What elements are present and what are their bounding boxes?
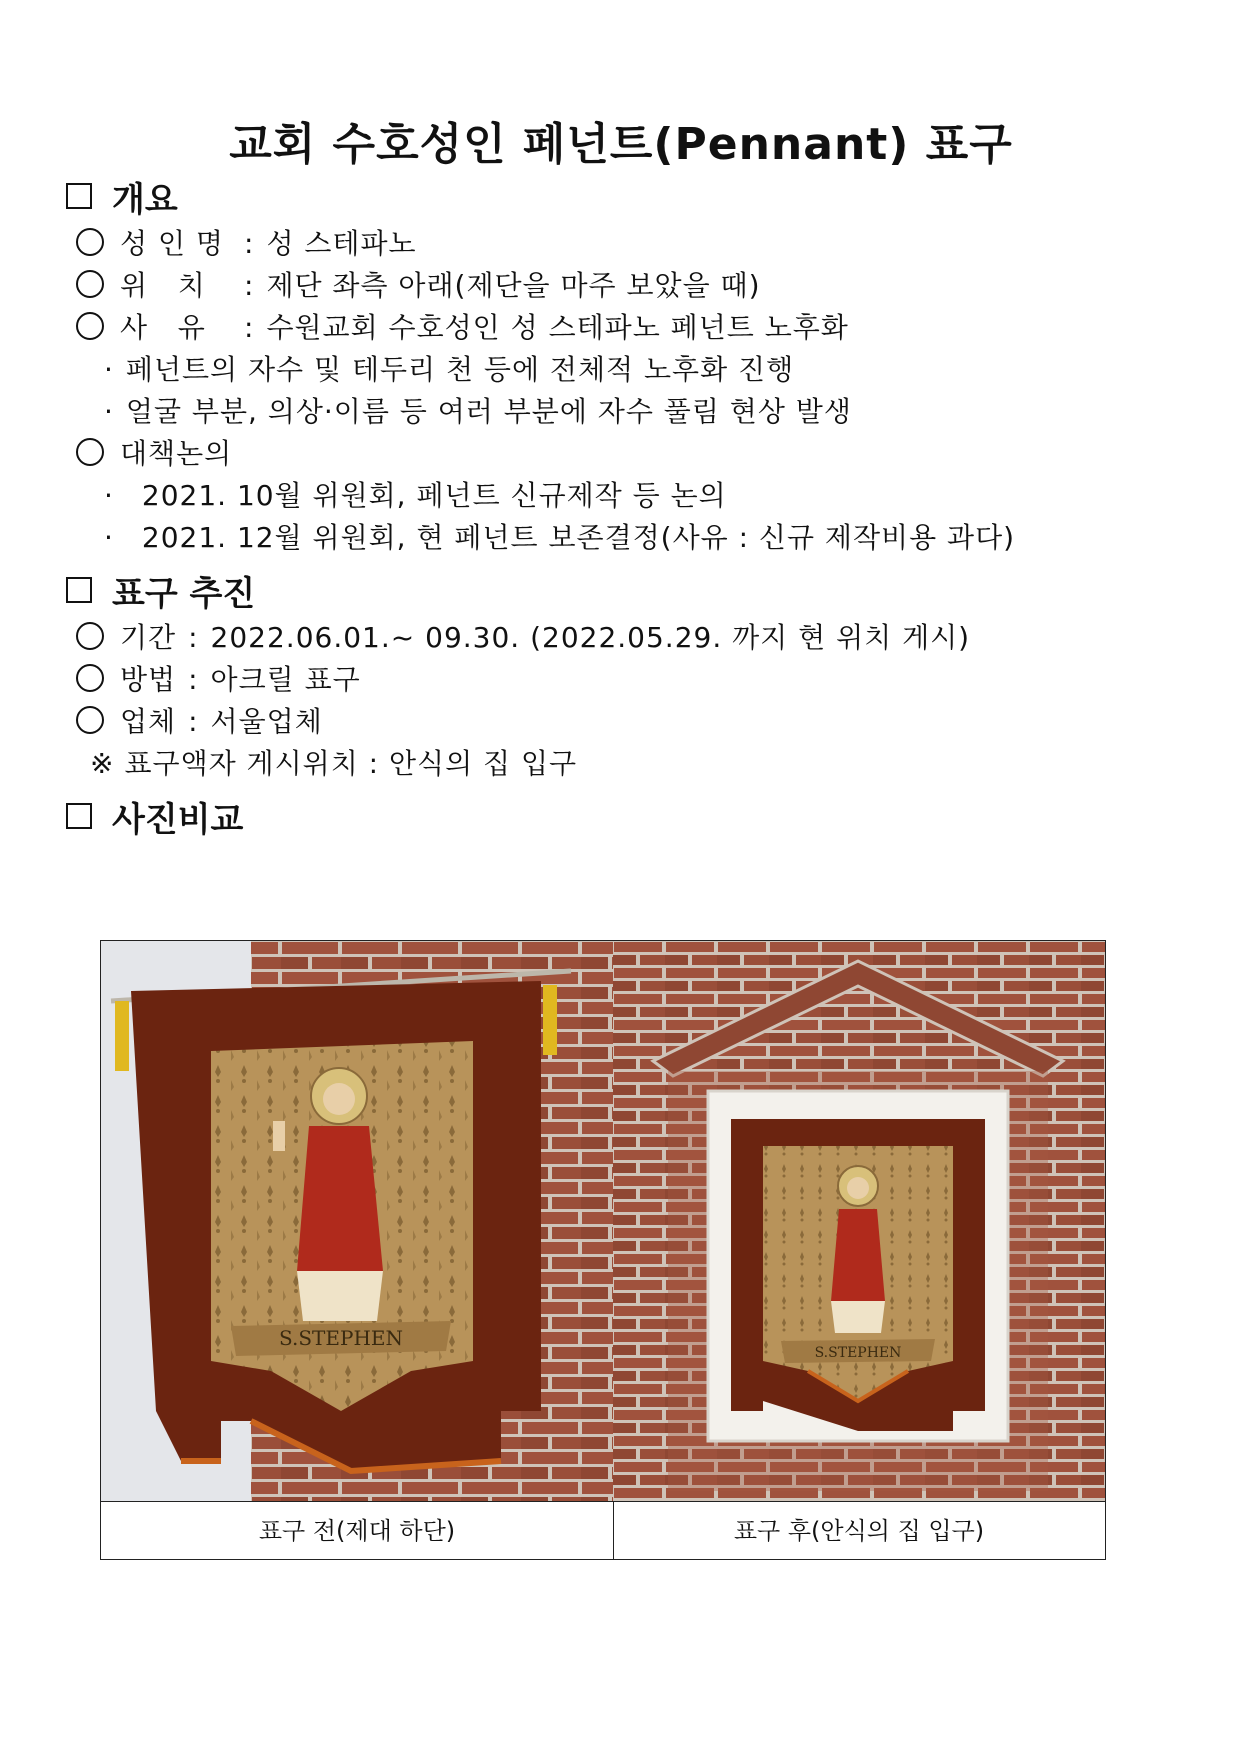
middle-dot-bullet: ·	[104, 521, 114, 554]
checkbox-square-icon	[66, 803, 92, 829]
detail-text: 얼굴 부분, 의상·이름 등 여러 부분에 자수 풀림 현상 발생	[125, 395, 852, 428]
colon: :	[244, 269, 255, 302]
item-value: 서울업체	[210, 705, 323, 738]
item-location	[76, 264, 761, 304]
circle-bullet-icon	[76, 312, 104, 340]
item-reason	[76, 306, 849, 346]
item-label: 위 치	[120, 269, 206, 302]
item-label: 사 유	[120, 311, 206, 344]
section-title: 표구 추진	[112, 574, 256, 614]
circle-bullet-icon	[76, 706, 104, 734]
reason-detail-2	[104, 390, 852, 430]
item-saint-name	[76, 222, 417, 262]
photo-after-image	[613, 941, 1105, 1501]
item-vendor	[76, 700, 323, 740]
section-heading-overview	[66, 172, 178, 221]
note-text: 표구액자 게시위치 : 안식의 집 입구	[124, 747, 578, 780]
banner-name-text: S.STEPHEN	[814, 1345, 902, 1361]
discussion-item-2	[104, 516, 1015, 556]
reference-mark-icon: ※	[90, 747, 115, 780]
item-method	[76, 658, 361, 698]
item-label: 방법	[120, 663, 177, 696]
item-note	[90, 742, 577, 782]
colon: :	[188, 705, 199, 738]
discussion-item-1	[104, 474, 727, 514]
item-label: 대책논의	[120, 437, 233, 470]
item-value: 수원교회 수호성인 성 스테파노 페넌트 노후화	[266, 311, 849, 344]
middle-dot-bullet: ·	[104, 479, 114, 512]
detail-text: 페넌트의 자수 및 테두리 천 등에 전체적 노후화 진행	[125, 353, 795, 386]
reason-detail-1	[104, 348, 794, 388]
page-title: 교회 수호성인 페넌트(Pennant) 표구	[229, 119, 1013, 170]
photo-comparison-table	[100, 940, 1106, 1560]
caption-before: 표구 전(제대 하단)	[101, 1502, 614, 1560]
checkbox-square-icon	[66, 183, 92, 209]
item-value: 성 스테파노	[266, 227, 417, 260]
circle-bullet-icon	[76, 664, 104, 692]
colon: :	[188, 663, 199, 696]
banner-name-text: S.STEPHEN	[279, 1326, 403, 1350]
colon: :	[188, 621, 199, 654]
item-period	[76, 616, 970, 656]
item-label: 성 인 명	[120, 227, 224, 260]
circle-bullet-icon	[76, 228, 104, 256]
photo-before-image	[101, 941, 613, 1501]
section-heading-photos	[66, 792, 243, 841]
section-heading-framing	[66, 566, 255, 615]
item-value: 아크릴 표구	[210, 663, 361, 696]
caption-after: 표구 후(안식의 집 입구)	[733, 1517, 985, 1545]
item-label: 기간	[120, 621, 177, 654]
item-discussion	[76, 432, 232, 472]
section-title: 개요	[112, 180, 178, 220]
circle-bullet-icon	[76, 270, 104, 298]
circle-bullet-icon	[76, 438, 104, 466]
photo-after-cell	[613, 941, 1105, 1501]
item-value: 2022.06.01.~ 09.30. (2022.05.29. 까지 현 위치 게시)	[210, 621, 971, 654]
checkbox-square-icon	[66, 577, 92, 603]
middle-dot-bullet: ·	[104, 353, 114, 386]
caption-row	[101, 1501, 1105, 1560]
discussion-text: 2021. 12월 위원회, 현 페넌트 보존결정(사유 : 신규 제작비용 과다)	[141, 521, 1016, 554]
section-title: 사진비교	[112, 800, 244, 840]
discussion-text: 2021. 10월 위원회, 페넌트 신규제작 등 논의	[141, 479, 727, 512]
middle-dot-bullet: ·	[104, 395, 114, 428]
item-value: 제단 좌측 아래(제단을 마주 보았을 때)	[266, 269, 761, 302]
colon: :	[244, 227, 255, 260]
colon: :	[244, 311, 255, 344]
circle-bullet-icon	[76, 622, 104, 650]
item-label: 업체	[120, 705, 177, 738]
photo-before-cell	[101, 941, 614, 1501]
